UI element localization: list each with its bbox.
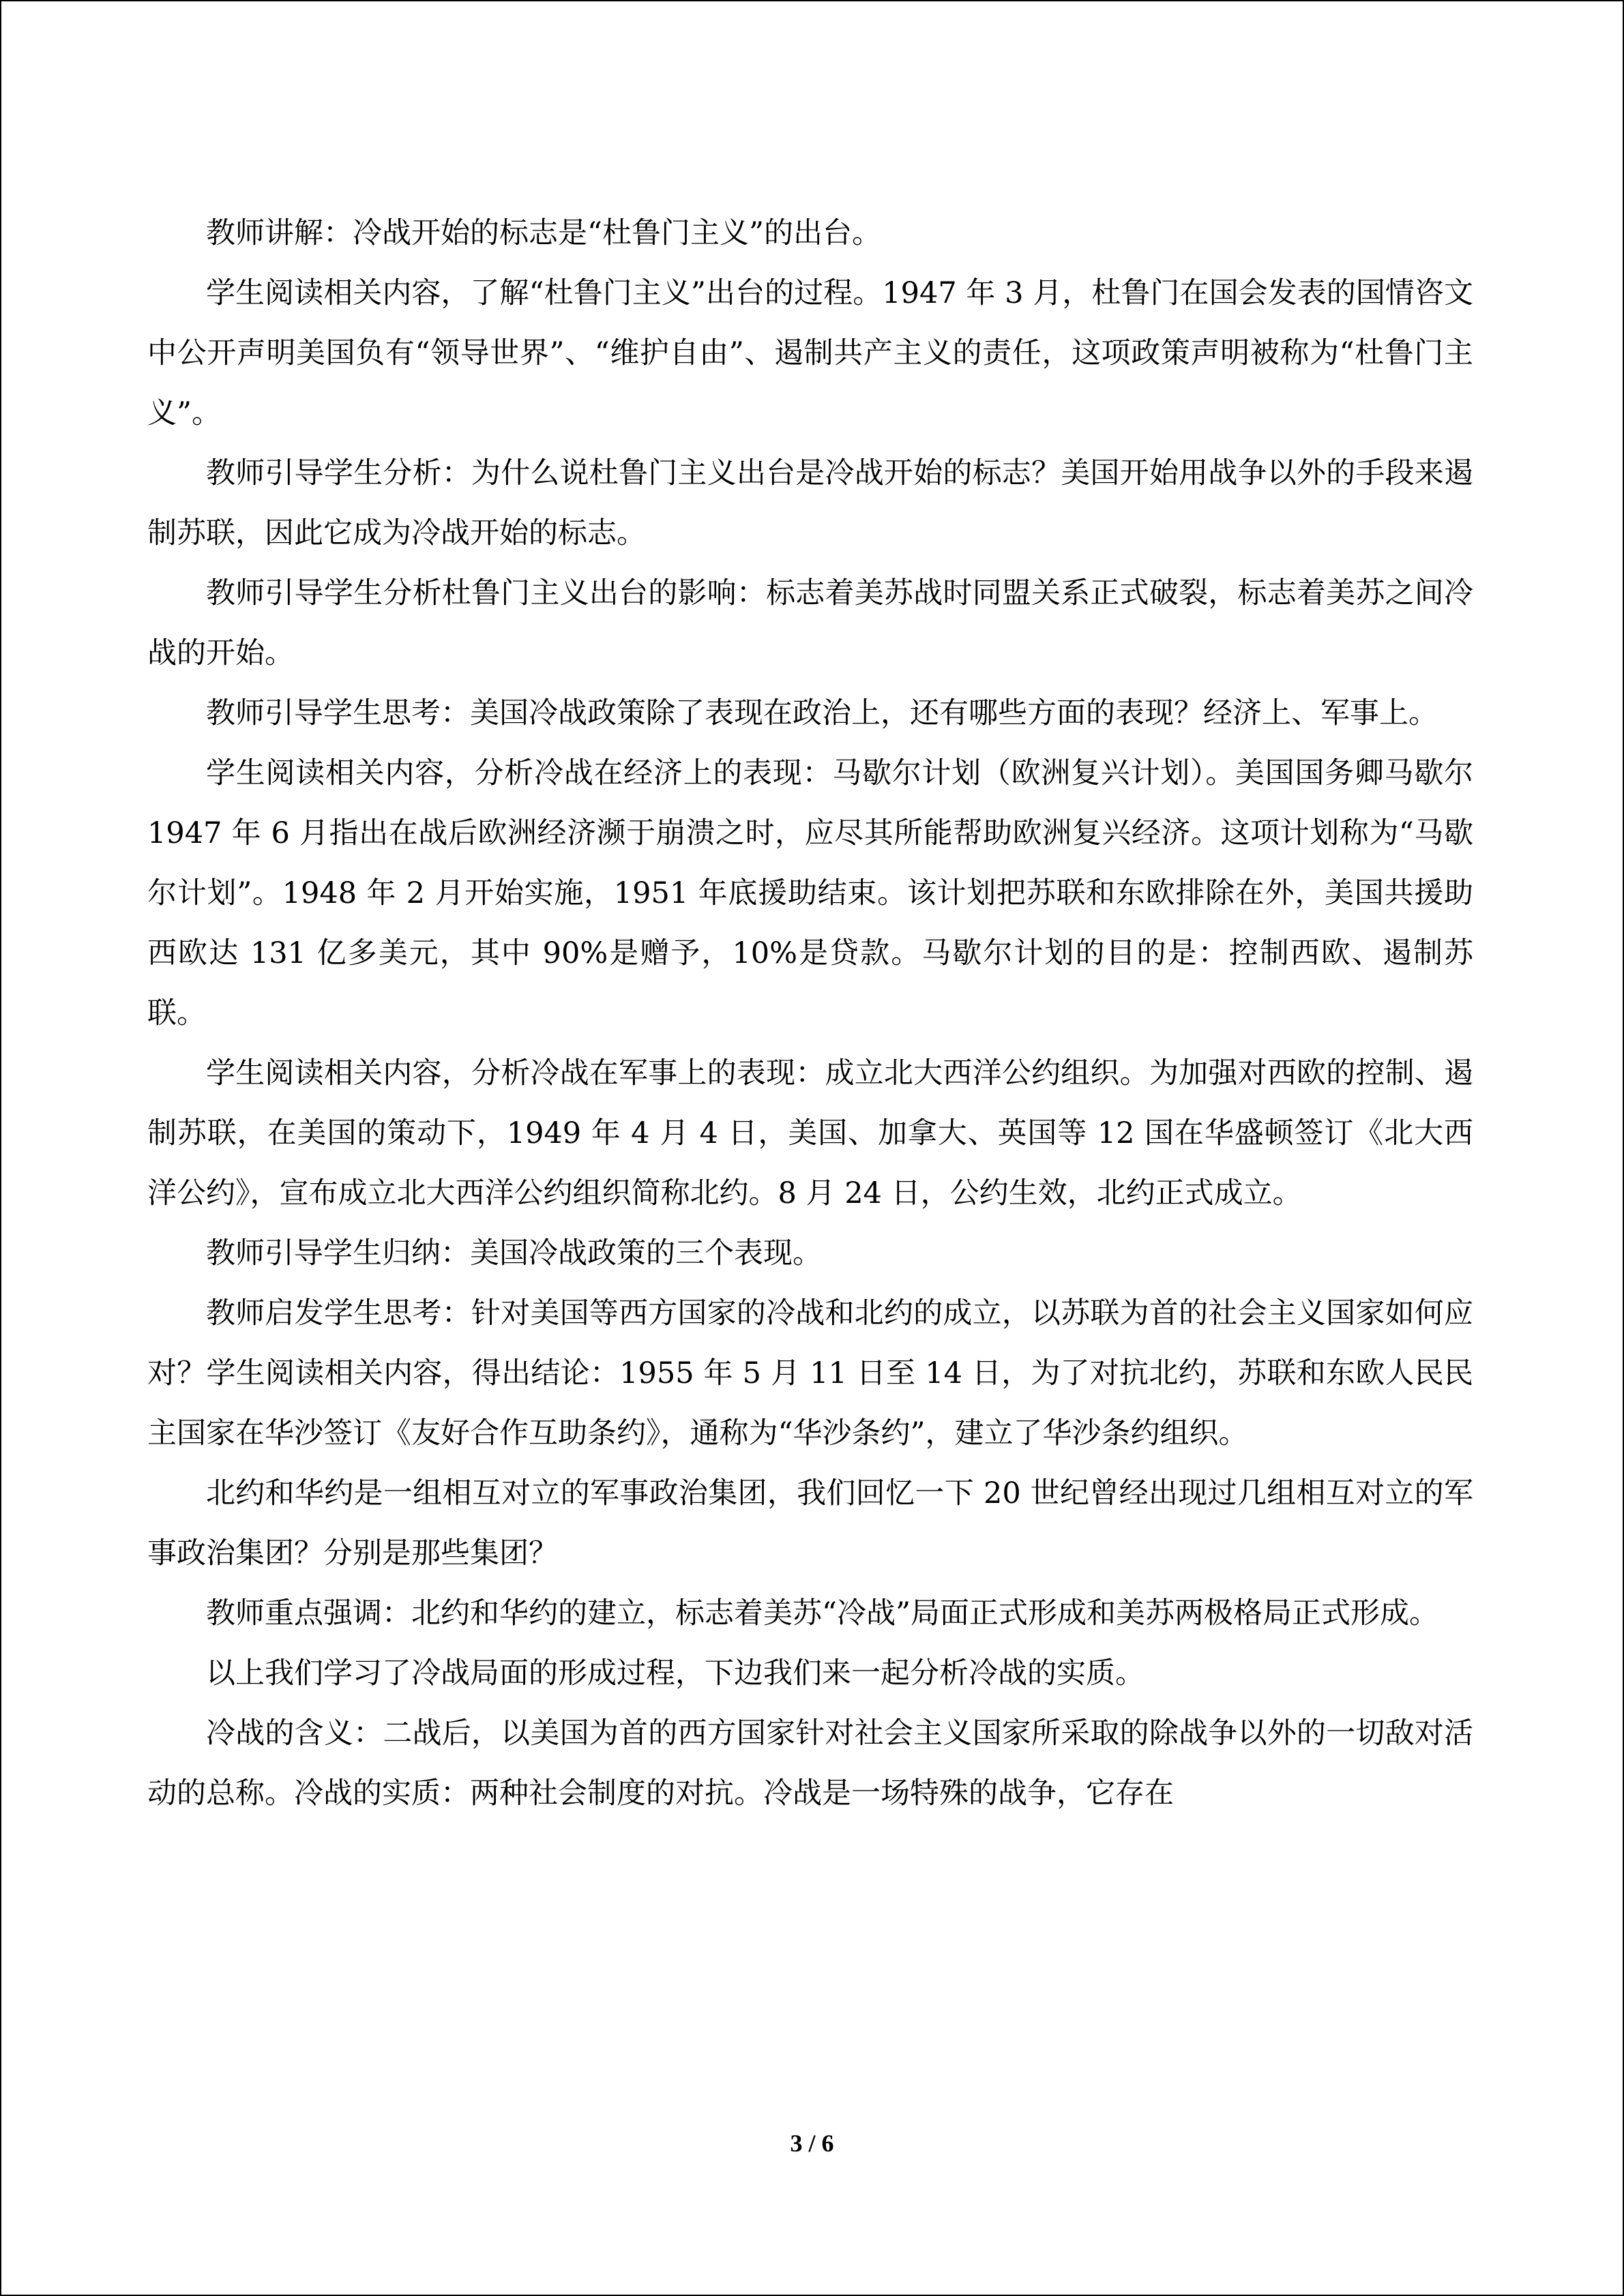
document-body <box>147 203 1473 1823</box>
paragraph-9: 教师启发学生思考：针对美国等西方国家的冷战和北约的成立，以苏联为首的社会主义国家如何应对？学生阅读相关内容，得出结论：1955 年 5 月 11 日至 14 日，为了对抗北约，苏联和东欧人民民主国家在华沙签订《友好合作互助条约》，通称为“华沙条约”，建立了华沙条约组织。 <box>147 1296 1473 1450</box>
paragraph-5: 教师引导学生思考：美国冷战政策除了表现在政治上，还有哪些方面的表现？经济上、军事上。 <box>206 696 1438 730</box>
page-number: 3 / 6 <box>790 2130 834 2157</box>
paragraph-1: 教师讲解：冷战开始的标志是“杜鲁门主义”的出台。 <box>206 216 881 250</box>
paragraph-8: 教师引导学生归纳：美国冷战政策的三个表现。 <box>206 1236 822 1270</box>
paragraph-6: 学生阅读相关内容，分析冷战在经济上的表现：马歇尔计划（欧洲复兴计划）。美国国务卿马歇尔 1947 年 6 月指出在战后欧洲经济濒于崩溃之时，应尽其所能帮助欧洲复兴经济。这项计划称为“马歇尔计划”。1948 年 2 月开始实施，1951 年底援助结束。该计划把苏联和东欧排除在外，美国共援助西欧达 131 亿多美元，其中 90%是赠予，10%是贷款。马歇尔计划的目的是：控制西欧、遏制苏联。 <box>147 756 1473 1030</box>
paragraph-11: 教师重点强调：北约和华约的建立，标志着美苏“冷战”局面正式形成和美苏两极格局正式形成。 <box>206 1596 1438 1630</box>
paragraph-2: 学生阅读相关内容，了解“杜鲁门主义”出台的过程。1947 年 3 月，杜鲁门在国会发表的国情咨文中公开声明美国负有“领导世界”、“维护自由”、遏制共产主义的责任，这项政策声明被称为“杜鲁门主义”。 <box>147 276 1473 430</box>
paragraph-3: 教师引导学生分析：为什么说杜鲁门主义出台是冷战开始的标志？美国开始用战争以外的手段来遏制苏联，因此它成为冷战开始的标志。 <box>147 456 1473 550</box>
paragraph-10: 北约和华约是一组相互对立的军事政治集团，我们回忆一下 20 世纪曾经出现过几组相互对立的军事政治集团？分别是那些集团？ <box>147 1476 1473 1570</box>
paragraph-7: 学生阅读相关内容，分析冷战在军事上的表现：成立北大西洋公约组织。为加强对西欧的控制、遏制苏联，在美国的策动下，1949 年 4 月 4 日，美国、加拿大、英国等 12 国在华盛顿签订《北大西洋公约》，宣布成立北大西洋公约组织简称北约。8 月 24 日，公约生效，北约正式成立。 <box>147 1056 1473 1210</box>
paragraph-12: 以上我们学习了冷战局面的形成过程，下边我们来一起分析冷战的实质。 <box>206 1656 1145 1690</box>
paragraph-13: 冷战的含义：二战后，以美国为首的西方国家针对社会主义国家所采取的除战争以外的一切敌对活动的总称。冷战的实质：两种社会制度的对抗。冷战是一场特殊的战争，它存在 <box>147 1716 1473 1810</box>
paragraph-4: 教师引导学生分析杜鲁门主义出台的影响：标志着美苏战时同盟关系正式破裂，标志着美苏之间冷战的开始。 <box>147 576 1473 670</box>
